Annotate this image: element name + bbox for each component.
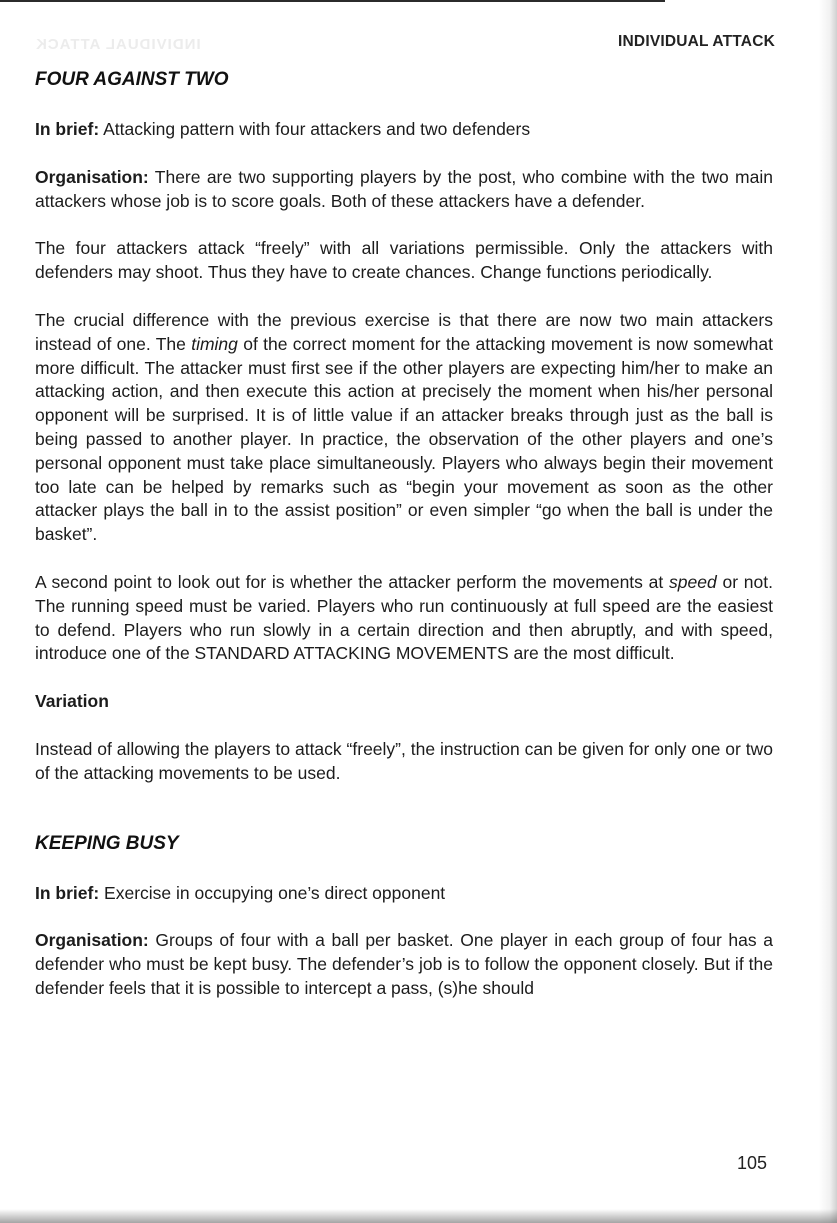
brief-paragraph: [35, 118, 773, 142]
variation-paragraph: Instead of allowing the players to attack “freely”, the instruction can be given for only one or two of the attacking movements to be used.: [35, 738, 773, 783]
organisation-paragraph: [35, 166, 773, 214]
top-rule: [0, 0, 665, 2]
brief-label: In brief:: [35, 119, 100, 139]
variation-heading: Variation: [35, 691, 109, 712]
organisation-paragraph: [35, 929, 773, 1000]
section-title-four-against-two: FOUR AGAINST TWO: [35, 69, 229, 90]
page-edge-shadow: [819, 0, 837, 1223]
running-head: INDIVIDUAL ATTACK: [618, 33, 775, 50]
section-title-keeping-busy: KEEPING BUSY: [35, 832, 179, 854]
brief-text: Attacking pattern with four attackers and two defenders: [99, 119, 531, 139]
organisation-label: Organisation:: [35, 930, 149, 951]
speed-paragraph: [35, 571, 773, 666]
speed-text-before: A second point to look out for is whether the attacker perform the movements at: [35, 571, 670, 592]
organisation-label: Organisation:: [35, 166, 149, 187]
brief-paragraph: [35, 882, 773, 906]
brief-label: In brief:: [35, 882, 100, 903]
timing-paragraph: [35, 309, 773, 547]
organisation-text: Groups of four with a ball per basket. One player in each group of four has a defender who must be kept busy. The defender’s job is to follow the opponent closely. But if the defender feels that it is possible to intercept a pass, (s)he should: [35, 930, 773, 998]
show-through-text: INDIVIDUAL ATTACK: [35, 36, 201, 53]
page-number: 105: [736, 1153, 767, 1173]
timing-emphasis: timing: [191, 333, 238, 354]
speed-emphasis: speed: [669, 571, 717, 592]
organisation-text: There are two supporting players by the post, who combine with the two main attackers whose job is to score goals. Both of these attackers have a defender.: [35, 166, 773, 211]
timing-text-before: The crucial difference with the previous exercise is that there are now two main attackers instead of one. The: [35, 309, 773, 354]
page-body: [35, 66, 773, 1025]
brief-text: Exercise in occupying one’s direct opponent: [99, 882, 446, 903]
freely-paragraph: The four attackers attack “freely” with all variations permissible. Only the attackers with defenders may shoot. Thus they have to create chances. Change functions periodically.: [35, 238, 773, 283]
timing-text-after: of the correct moment for the attacking movement is now somewhat more difficult. The attacker must first see if the other players are expecting him/her to make an attacking action, and then execute this action at precisely the moment when his/her personal opponent will be surprised. It is of little value if an attacker breaks through just as the ball is being passed to another player. In practice, the observation of the other players and one’s personal opponent must take place simultaneously. Players who always begin their movement too late can be helped by remarks such as “begin your movement as soon as the other attacker plays the ball in to the assist position” or even simpler “go when the ball is under the basket”.: [35, 333, 774, 545]
speed-text-after: or not. The running speed must be varied. Players who run continuously at full speed are the easiest to defend. Players who run slowly in a certain direction and then abruptly, and with speed, introduce one of the STANDARD ATTACKING MOVEMENTS are the most difficult.: [35, 571, 773, 664]
page-bottom-shadow: [0, 1209, 837, 1223]
